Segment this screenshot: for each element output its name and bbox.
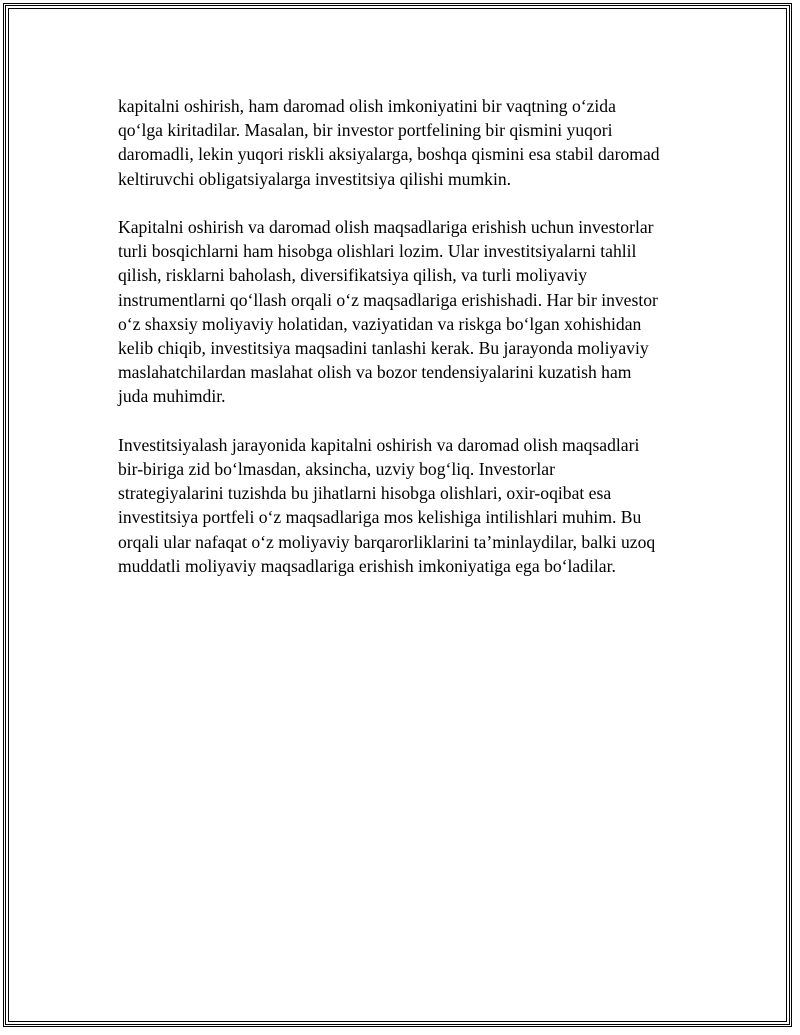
text-line: investitsiya portfeli o‘z maqsadlariga mos kelishiga intilishlari muhim. Bu <box>118 507 642 528</box>
text-line: kelib chiqib, investitsiya maqsadini tanlashi kerak. Bu jarayonda moliyaviy <box>118 338 649 359</box>
text-line: turli bosqichlarni ham hisobga olishlari lozim. Ular investitsiyalarni tahlil <box>118 241 637 262</box>
text-line: muddatli moliyaviy maqsadlariga erishish imkoniyatiga ega bo‘ladilar. <box>118 555 616 576</box>
text-line: o‘z shaxsiy moliyaviy holatidan, vaziyatidan va riskga bo‘lgan xohishidan <box>118 313 642 334</box>
text-line: orqali ular nafaqat o‘z moliyaviy barqarorliklarini ta’minlaydilar, balki uzoq <box>118 531 656 552</box>
text-line: kapitalni oshirish, ham daromad olish imkoniyatini bir vaqtning o‘zida <box>118 96 616 116</box>
text-line: qo‘lga kiritadilar. Masalan, bir investor portfelining bir qismini yuqori <box>118 120 613 141</box>
text-line: bir-biriga zid bo‘lmasdan, aksincha, uzviy bog‘liq. Investorlar <box>118 459 555 480</box>
text-line: Kapitalni oshirish va daromad olish maqsadlariga erishish uchun investorlar <box>118 217 654 237</box>
text-line: Investitsiyalash jarayonida kapitalni oshirish va daromad olish maqsadlari <box>118 434 640 455</box>
text-line: juda muhimdir. <box>118 386 226 407</box>
text-line: instrumentlarni qo‘llash orqali o‘z maqsadlariga erishishadi. Har bir investor <box>118 289 658 310</box>
text-line: keltiruvchi obligatsiyalarga investitsiya qilishi mumkin. <box>118 168 512 189</box>
paragraph-1 <box>118 94 703 191</box>
text-line: maslahatchilardan maslahat olish va bozor tendensiyalarini kuzatish ham <box>118 362 632 383</box>
text-line: strategiyalarini tuzishda bu jihatlarni hisobga olishlari, oxir-oqibat esa <box>118 483 612 504</box>
paragraph-2 <box>118 215 703 409</box>
text-line: qilish, risklarni baholash, diversifikatsiya qilish, va turli moliyaviy <box>118 265 588 286</box>
paragraph-3 <box>118 433 703 578</box>
document-body <box>118 94 703 602</box>
text-line: daromadli, lekin yuqori riskli aksiyalarga, boshqa qismini esa stabil daromad <box>118 144 660 165</box>
